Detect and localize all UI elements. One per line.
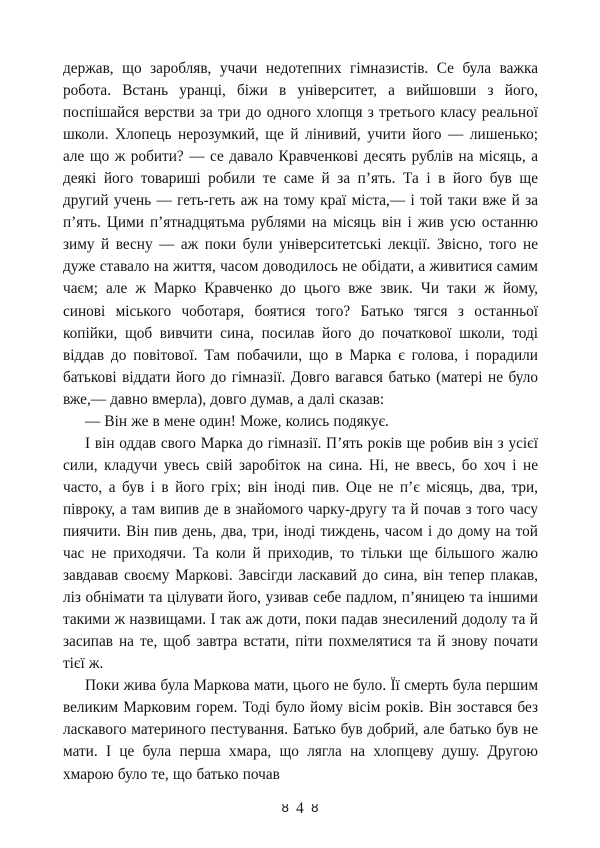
page-body-text [63,58,538,786]
ornament-right-icon: ȣ [311,800,319,815]
paragraph: держав, що заробляв, учачи недотепних гімназистів. Се була важка робота. Встань уранці, біжи в університет, а вийшовши з його, поспішайся верстви за три до одного хлопця з третього класу реальної школи. Хлопець нерозумкий, ще й лінивий, учити його — лишенько; але що ж робити? — се давало Кравченкові десять рублів на місяць, а деякі його товариші робили те саме й за п’ять. Та і в його був ще другий учень — геть-геть аж на тому краї міста,— і той таки вже й за п’ять. Цими п’ятнадцятьма рублями на місяць він і жив усю останню зиму й весну — аж поки були університетські лекції. Звісно, того не дуже ставало на життя, часом доводилось не обідати, а живитися самим чаєм; але ж Марко Кравченко до цього вже звик. Чи таки ж йому, синові міського чоботаря, боятися того? Батько тягся з останньої копійки, щоб вивчити сина, посилав його до початкової школи, тоді віддав до повітової. Там побачили, що в Марка є голова, і порадили батькові віддати його до гімназії. Довго вагався батько (матері не було вже,— давно вмерла), довго думав, а далі сказав: [63,60,538,408]
paragraph: Поки жива була Маркова мати, цього не було. Її смерть була першим великим Марковим горем. Тоді було йому вісім років. Він зостався без ласкавого материного пестування. Батько був добрий, але батько був не мати. І це була перша хмара, що лягла на хлопцеву душу. Другою хмарою було те, що батько почав [63,677,538,783]
page-number: 4 [295,800,305,817]
paragraph: І він оддав свого Марка до гімназії. П’ять років ще робив він з усієї сили, кладучи увесь свій заробіток на сина. Ні, не ввесь, бо хоч і не часто, а був і в його гріх; він іноді пив. Оце не п’є місяць, два, три, півроку, а там випив де в знайомого чарку-другу та й почав з того часу пиячити. Він пив день, два, три, іноді тиждень, часом і до дому на той час не приходячи. Та коли й приходив, то тільки ще більшого жалю завдавав своєму Маркові. Завсігди ласкавий до сина, він тепер плакав, ліз обнімати та цілувати його, узивав себе падлом, п’яницею та іншими такими ж назвищами. І так аж доти, поки падав знесилений додолу та й засипав на те, щоб завтра встати, піти похмелятися та й знову почати тієї ж. [63,434,538,673]
paragraph-dialogue: — Він же в мене один! Може, колись подякує. [85,412,389,430]
page-footer [0,798,600,819]
ornament-left-icon: ȣ [281,800,289,815]
